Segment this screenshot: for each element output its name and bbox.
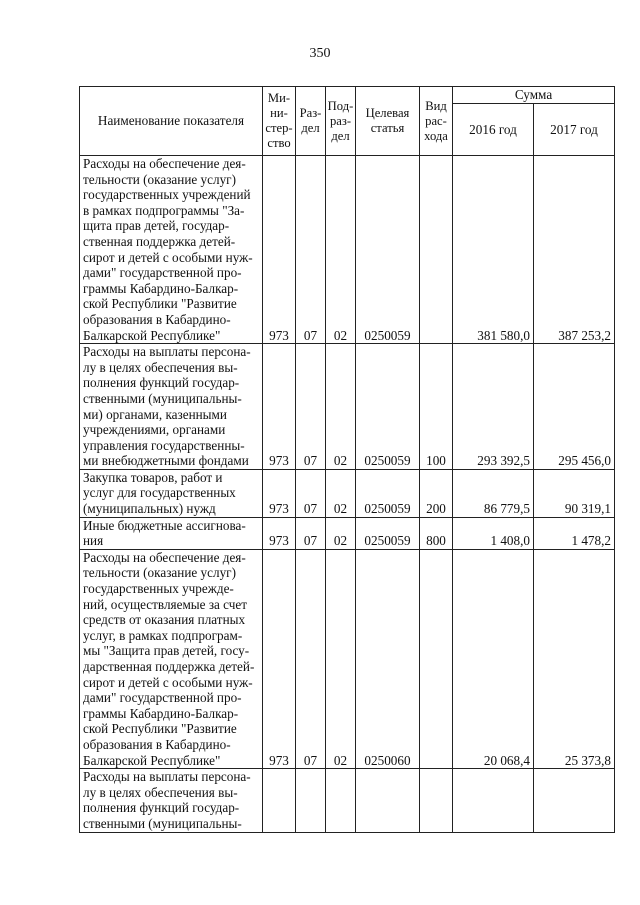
row-ministry	[263, 769, 296, 832]
row-ministry: 973	[263, 517, 296, 549]
table-row	[80, 549, 615, 768]
row-ministry: 973	[263, 469, 296, 517]
table-row	[80, 469, 615, 517]
row-subsection: 02	[326, 517, 356, 549]
row-sum-2017	[534, 769, 615, 832]
row-target	[356, 769, 420, 832]
row-type	[420, 549, 453, 768]
row-name: Закупка товаров, работ и услуг для государственных (муниципальных) нужд	[80, 469, 263, 517]
row-name: Расходы на обеспечение дея- тельности (оказание услуг) государственных учреждений в рамках подпрограммы "За- щита прав детей, государ- ственная поддержка детей- сирот и детей с особыми нуж- дами" государственной про- граммы Кабардино-Балкар- ской Республики "Развитие образования в Кабардино- Балкарской Республике"	[80, 156, 263, 344]
header-subsection: Под- раз- дел	[326, 87, 356, 156]
row-ministry: 973	[263, 549, 296, 768]
row-sum-2016: 1 408,0	[453, 517, 534, 549]
header-year-2016: 2016 год	[453, 104, 534, 156]
row-sum-2016: 20 068,4	[453, 549, 534, 768]
row-section: 07	[296, 469, 326, 517]
row-sum-2017: 90 319,1	[534, 469, 615, 517]
table-row	[80, 344, 615, 470]
row-target: 0250059	[356, 469, 420, 517]
row-section: 07	[296, 517, 326, 549]
row-ministry: 973	[263, 344, 296, 470]
row-sum-2016: 381 580,0	[453, 156, 534, 344]
row-subsection: 02	[326, 344, 356, 470]
header-expense-type: Вид рас- хода	[420, 87, 453, 156]
row-type	[420, 156, 453, 344]
row-sum-2017: 387 253,2	[534, 156, 615, 344]
header-sum: Сумма	[453, 87, 615, 104]
row-sum-2016	[453, 769, 534, 832]
header-section: Раз- дел	[296, 87, 326, 156]
row-sum-2016: 293 392,5	[453, 344, 534, 470]
row-target: 0250060	[356, 549, 420, 768]
header-year-2017: 2017 год	[534, 104, 615, 156]
row-name: Расходы на выплаты персона- лу в целях обеспечения вы- полнения функций государ- ственными (муниципальны- ми) органами, казенными учреждениями, органами управления государственны- ми внебюджетными фондами	[80, 344, 263, 470]
row-section: 07	[296, 156, 326, 344]
row-name: Расходы на обеспечение дея- тельности (оказание услуг) государственных учрежде- ний, осуществляемые за счет средств от оказания платных услуг, в рамках подпрограм- мы "Защита прав детей, госу- дарственная поддержка детей- сирот и детей с особыми нуж- дами" государственной про- граммы Кабардино-Балкар- ской Республики "Развитие образования в Кабардино- Балкарской Республике"	[80, 549, 263, 768]
header-name: Наименование показателя	[80, 87, 263, 156]
row-sum-2017: 25 373,8	[534, 549, 615, 768]
row-sum-2017: 1 478,2	[534, 517, 615, 549]
row-section: 07	[296, 549, 326, 768]
row-target: 0250059	[356, 517, 420, 549]
table-row	[80, 156, 615, 344]
page-number: 350	[309, 46, 331, 61]
row-type: 100	[420, 344, 453, 470]
row-type: 800	[420, 517, 453, 549]
row-subsection: 02	[326, 549, 356, 768]
header-ministry: Ми- ни- стер- ство	[263, 87, 296, 156]
row-type	[420, 769, 453, 832]
row-target: 0250059	[356, 156, 420, 344]
budget-table	[79, 86, 615, 833]
row-subsection: 02	[326, 156, 356, 344]
row-name: Иные бюджетные ассигнова- ния	[80, 517, 263, 549]
row-ministry: 973	[263, 156, 296, 344]
table-row	[80, 769, 615, 832]
header-target: Целевая статья	[356, 87, 420, 156]
row-name: Расходы на выплаты персона- лу в целях обеспечения вы- полнения функций государ- ственными (муниципальны-	[80, 769, 263, 832]
row-target: 0250059	[356, 344, 420, 470]
row-sum-2017: 295 456,0	[534, 344, 615, 470]
row-subsection: 02	[326, 469, 356, 517]
row-sum-2016: 86 779,5	[453, 469, 534, 517]
row-subsection	[326, 769, 356, 832]
row-section: 07	[296, 344, 326, 470]
row-type: 200	[420, 469, 453, 517]
table-row	[80, 517, 615, 549]
row-section	[296, 769, 326, 832]
